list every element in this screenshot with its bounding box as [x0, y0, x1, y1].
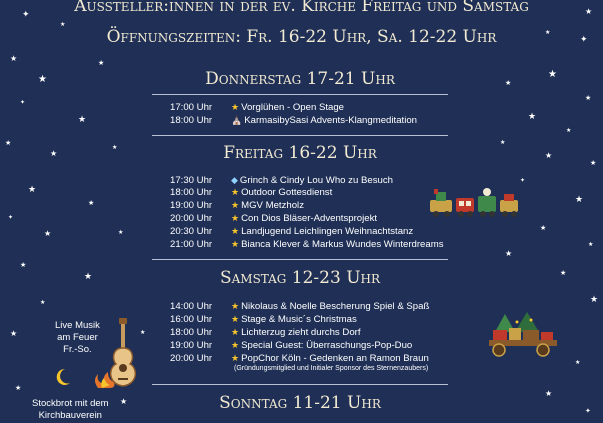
star-icon: ★ [231, 187, 240, 197]
event-row [170, 238, 444, 250]
event-row [170, 212, 377, 224]
event-time: 19:00 Uhr [170, 340, 213, 351]
star-icon: ✦ [520, 178, 526, 184]
star-icon: ★ [44, 229, 52, 238]
star-icon: ★ [545, 30, 551, 36]
star-icon: ★ [60, 22, 66, 28]
stockbrot-note: Stockbrot mit dem Kirchbauverein [32, 398, 109, 421]
event-label: Special Guest: Überraschungs-Pop-Duo [241, 340, 413, 351]
event-label: Lichterzug zieht durchs Dorf [241, 327, 361, 338]
star-icon: ★ [231, 314, 240, 324]
star-icon: ★ [231, 327, 240, 337]
divider [152, 384, 448, 385]
star-icon: ★ [505, 80, 512, 87]
event-row [170, 174, 393, 186]
star-icon: ★ [20, 262, 27, 269]
star-icon: ★ [231, 301, 240, 311]
event-row [170, 114, 417, 126]
event-row [170, 101, 344, 113]
star-icon: ★ [10, 54, 18, 63]
event-time: 14:00 Uhr [170, 301, 213, 312]
star-icon: ★ [50, 149, 58, 158]
star-icon: ★ [231, 226, 240, 236]
star-icon: ★ [560, 270, 567, 277]
event-row [170, 339, 412, 351]
star-icon: ★ [575, 360, 581, 366]
event-row [170, 300, 429, 312]
star-icon: ★ [548, 69, 557, 80]
star-icon: ★ [528, 111, 537, 121]
star-icon: ★ [590, 294, 599, 304]
star-icon: ★ [585, 7, 593, 16]
star-icon: ★ [231, 200, 240, 210]
event-label: Con Dios Bläser-Adventsprojekt [241, 213, 378, 224]
star-icon: ★ [540, 225, 547, 232]
exhibitors-heading: Aussteller:innen in der ev. Kirche Freitag und Samstag [74, 0, 529, 16]
day-title-sunday: Sonntag 11-21 Uhr [219, 393, 381, 413]
event-label: KarmasibySasi Advents-Klangmeditation [244, 115, 417, 126]
guitar-icon [90, 318, 140, 390]
opening-hours-heading: Öffnungszeiten: Fr. 16-22 Uhr, Sa. 12-22 Uhr [106, 27, 497, 47]
star-icon: ★ [231, 340, 240, 350]
star-icon: ★ [231, 353, 240, 363]
event-time: 20:30 Uhr [170, 226, 213, 237]
star-icon: ★ [231, 239, 240, 249]
star-icon: ★ [78, 114, 87, 124]
day-title-thursday: Donnerstag 17-21 Uhr [205, 69, 395, 89]
star-icon: ★ [231, 102, 240, 112]
moon-icon [55, 368, 71, 386]
divider [152, 259, 448, 260]
christmas-train-icon [428, 186, 520, 218]
event-label: MGV Metzholz [241, 200, 304, 211]
star-icon: ✦ [585, 408, 591, 415]
event-time: 17:30 Uhr [170, 175, 213, 186]
popcorn-icon: ◆ [231, 175, 238, 185]
event-time: 19:00 Uhr [170, 200, 213, 211]
day-title-saturday: Samstag 12-23 Uhr [219, 268, 381, 288]
event-time: 18:00 Uhr [170, 327, 213, 338]
star-icon: ★ [588, 242, 594, 248]
event-time: 21:00 Uhr [170, 239, 213, 250]
event-label: Nikolaus & Noelle Bescherung Spiel & Spaß [241, 301, 430, 312]
event-row [170, 199, 304, 211]
event-time: 20:00 Uhr [170, 213, 213, 224]
star-icon: ★ [40, 300, 46, 306]
event-note: (Gründungsmitglied und Initialer Sponsor des Sternenzaubers) [234, 365, 429, 372]
event-time: 18:00 Uhr [170, 115, 213, 126]
event-row [170, 352, 429, 364]
event-label: Vorglühen - Open Stage [241, 102, 345, 113]
star-icon: ★ [545, 389, 553, 398]
star-icon: ★ [84, 271, 93, 281]
star-icon: ★ [5, 140, 12, 147]
event-label: Landjugend Leichlingen Weihnachtstanz [241, 226, 414, 237]
star-icon: ★ [15, 385, 22, 392]
event-row [170, 225, 413, 237]
star-icon: ★ [505, 249, 513, 258]
day-title-friday: Freitag 16-22 Uhr [223, 143, 377, 163]
star-icon: ✦ [22, 9, 30, 19]
star-icon: ★ [10, 329, 18, 338]
star-icon: ★ [545, 151, 553, 160]
event-row [170, 313, 357, 325]
star-icon: ★ [98, 60, 105, 67]
event-time: 17:00 Uhr [170, 102, 213, 113]
star-icon: ★ [575, 194, 584, 204]
star-icon: ✦ [8, 215, 14, 221]
event-label: Bianca Klever & Markus Wundes Winterdreams [241, 239, 444, 250]
event-label: Outdoor Gottesdienst [241, 187, 333, 198]
event-label: Stage & Music´s Christmas [241, 314, 357, 325]
event-label: PopChor Köln - Gedenken an Ramon Braun [241, 353, 429, 364]
event-label: Grinch & Cindy Lou Who zu Besuch [239, 175, 393, 186]
christmas-wagon-icon [487, 310, 563, 358]
star-icon: ★ [112, 145, 118, 151]
star-icon: ★ [120, 397, 128, 406]
event-time: 20:00 Uhr [170, 353, 213, 364]
star-icon: ★ [28, 184, 37, 194]
event-time: 16:00 Uhr [170, 314, 213, 325]
star-icon: ★ [500, 140, 506, 146]
church-icon: ⛪ [231, 115, 243, 125]
divider [152, 94, 448, 95]
star-icon: ★ [566, 128, 572, 134]
star-icon: ★ [38, 74, 47, 85]
event-row [170, 186, 332, 198]
star-icon: ✦ [580, 34, 588, 44]
star-icon: ★ [140, 330, 146, 336]
divider [152, 135, 448, 136]
star-icon: ★ [88, 200, 95, 207]
event-row [170, 326, 361, 338]
star-icon: ★ [590, 160, 597, 167]
star-icon: ★ [231, 213, 240, 223]
event-time: 18:00 Uhr [170, 187, 213, 198]
live-music-note: Live Musik am Feuer Fr.-So. [55, 320, 100, 355]
star-icon: ★ [118, 230, 124, 236]
star-icon: ✦ [20, 100, 26, 106]
star-icon: ★ [585, 95, 592, 102]
